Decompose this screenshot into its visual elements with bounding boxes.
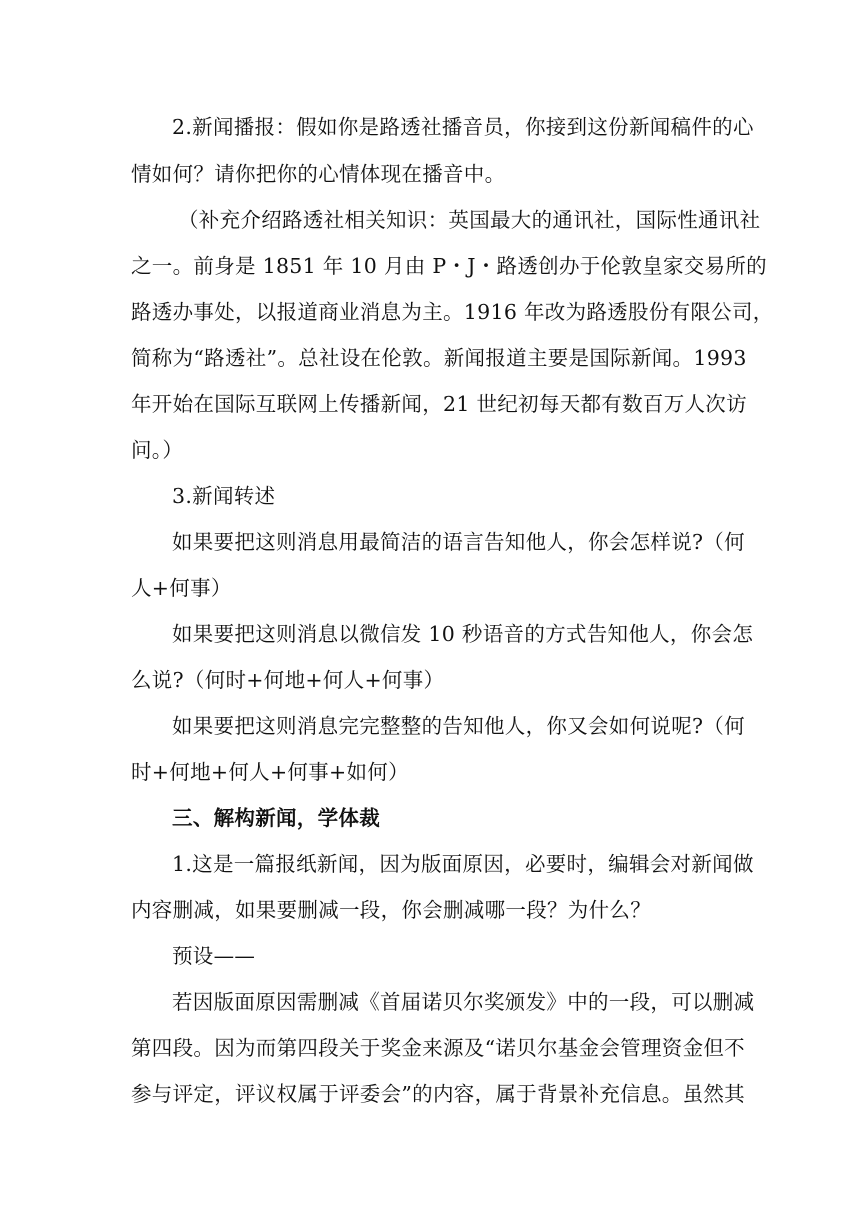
- paragraph-line: 之一。前身是 1851 年 10 月由 P・J・路透创办于伦敦皇家交易所的: [131, 254, 767, 278]
- paragraph-line: 2.新闻播报：假如你是路透社播音员，你接到这份新闻稿件的心: [172, 115, 754, 139]
- paragraph-line: 如果要把这则消息用最简洁的语言告知他人，你会怎样说?（何: [172, 530, 745, 554]
- section-heading: 3.新闻转述: [172, 484, 276, 508]
- paragraph-line: 预设——: [172, 944, 256, 968]
- paragraph-line: 第四段。因为而第四段关于奖金来源及“诺贝尔基金会管理资金但不: [131, 1036, 745, 1060]
- paragraph-line: 1.这是一篇报纸新闻，因为版面原因，必要时，编辑会对新闻做: [172, 852, 754, 876]
- paragraph-line: 时+何地+何人+何事+如何）: [131, 760, 409, 784]
- section-heading: 三、解构新闻，学体裁: [172, 806, 380, 830]
- paragraph-line: 参与评定，评议权属于评委会”的内容，属于背景补充信息。虽然其: [131, 1082, 745, 1106]
- paragraph-line: 如果要把这则消息以微信发 10 秒语音的方式告知他人，你会怎: [172, 622, 754, 646]
- paragraph-line: （补充介绍路透社相关知识：英国最大的通讯社，国际性通讯社: [178, 208, 761, 232]
- paragraph-line: 情如何？请你把你的心情体现在播音中。: [131, 162, 506, 186]
- paragraph-line: 如果要把这则消息完完整整的告知他人，你又会如何说呢?（何: [172, 714, 745, 738]
- paragraph-line: 若因版面原因需删减《首届诺贝尔奖颁发》中的一段，可以删减: [172, 990, 755, 1014]
- paragraph-line: 路透办事处，以报道商业消息为主。1916 年改为路透股份有限公司，: [131, 300, 774, 324]
- paragraph-line: 问。）: [131, 438, 184, 462]
- paragraph-line: 年开始在国际互联网上传播新闻，21 世纪初每天都有数百万人次访: [131, 392, 747, 416]
- paragraph-line: 人+何事）: [131, 576, 232, 600]
- paragraph-line: 么说?（何时+何地+何人+何事）: [131, 668, 445, 692]
- paragraph-line: 简称为“路透社”。总社设在伦敦。新闻报道主要是国际新闻。1993: [131, 346, 747, 370]
- paragraph-line: 内容删减，如果要删减一段，你会删减哪一段？为什么？: [131, 898, 651, 922]
